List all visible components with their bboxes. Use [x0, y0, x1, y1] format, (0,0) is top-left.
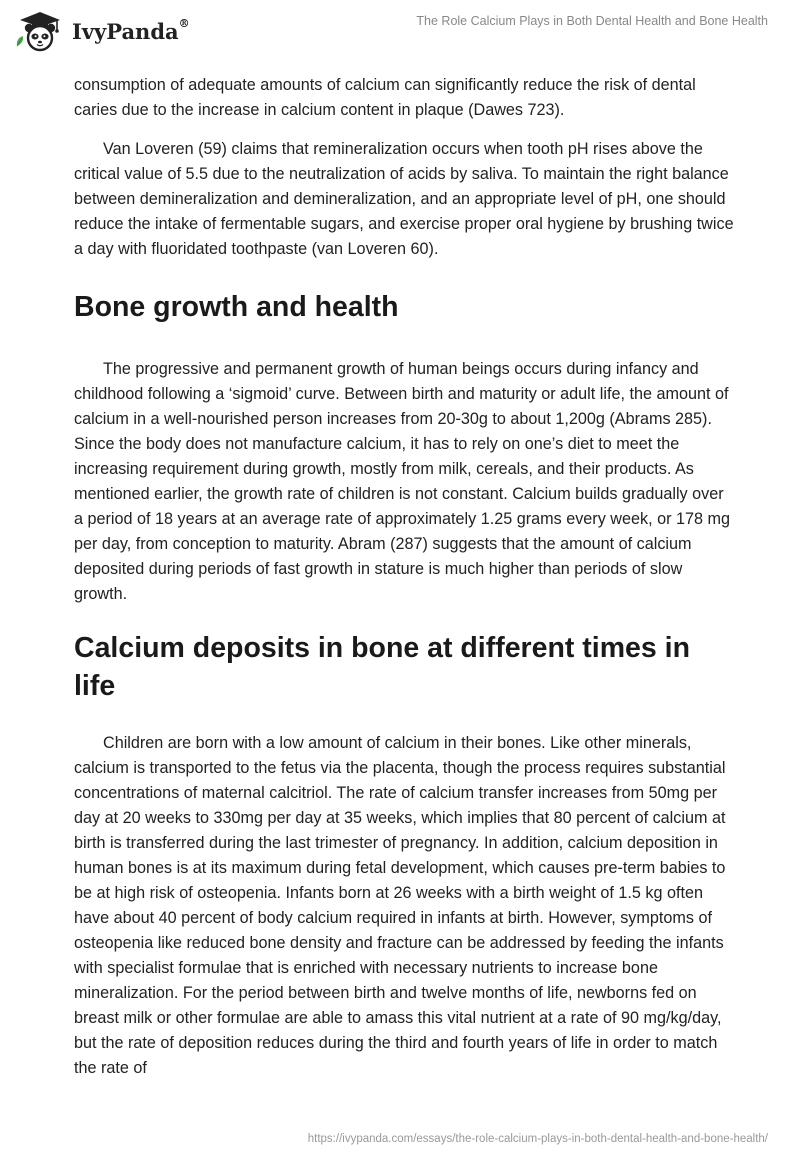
document-title: The Role Calcium Plays in Both Dental Health and Bone Health	[416, 14, 768, 28]
heading-bone-growth: Bone growth and health	[74, 291, 399, 323]
source-url[interactable]: https://ivypanda.com/essays/the-role-calcium-plays-in-both-dental-health-and-bone-health/	[307, 1133, 768, 1145]
brand-name: IvyPanda®	[72, 16, 190, 44]
essay-content	[74, 73, 734, 1095]
panda-graduate-icon	[14, 8, 70, 52]
paragraph-van-loveren: Van Loveren (59) claims that remineralization occurs when tooth pH rises above the critical value of 5.5 due to the neutralization of acids by saliva. To maintain the right balance between demineralization and demineralization, and an appropriate level of pH, one should reduce the intake of fermentable sugars, and exercise proper oral hygiene by brushing twice a day with fluoridated toothpaste (van Loveren 60).	[74, 140, 734, 258]
paragraph-intro: consumption of adequate amounts of calcium can significantly reduce the risk of dental caries due to the increase in calcium content in plaque (Dawes 723).	[74, 76, 696, 119]
paragraph-bone-growth: The progressive and permanent growth of human beings occurs during infancy and childhood following a ‘sigmoid’ curve. Between birth and maturity or adult life, the amount of calcium in a well-nourished person increases from 20-30g to about 1,200g (Abrams 285). Since the body does not manufacture calcium, it has to rely on one’s diet to meet the increasing requirement during growth, mostly from milk, cereals, and their products. As mentioned earlier, the growth rate of children is not constant. Calcium builds gradually over a period of 18 years at an average rate of approximately 1.25 grams every week, or 178 mg per day, from conception to maturity. Abram (287) suggests that the amount of calcium deposited during periods of fast growth in stature is much higher than periods of slow growth.	[74, 360, 730, 603]
page-header	[0, 0, 800, 60]
registered-mark: ®	[178, 16, 190, 30]
heading-calcium-deposits: Calcium deposits in bone at different times in life	[74, 632, 691, 702]
paragraph-calcium-deposits: Children are born with a low amount of calcium in their bones. Like other minerals, calcium is transported to the fetus via the placenta, though the process requires substantial concentrations of maternal calcitriol. The rate of calcium transfer increases from 50mg per day at 20 weeks to 330mg per day at 35 weeks, which implies that 80 percent of calcium at birth is transferred during the last trimester of pregnancy. In addition, calcium deposition in human bones is at its maximum during fetal development, which causes pre-term babies to be at high risk of osteopenia. Infants born at 26 weeks with a birth weight of 1.5 kg often have about 40 percent of body calcium required in infants at birth. However, symptoms of osteopenia like reduced bone density and fracture can be addressed by feeding the infants with specialist formulae that is enriched with necessary nutrients to increase bone mineralization. For the period between birth and twelve months of life, newborns fed on breast milk or other formulae are able to amass this vital nutrient at a rate of 90 mg/kg/day, but the rate of deposition reduces during the third and fourth years of life in order to match the rate of	[74, 734, 726, 1077]
ivypanda-logo[interactable]	[14, 8, 190, 52]
